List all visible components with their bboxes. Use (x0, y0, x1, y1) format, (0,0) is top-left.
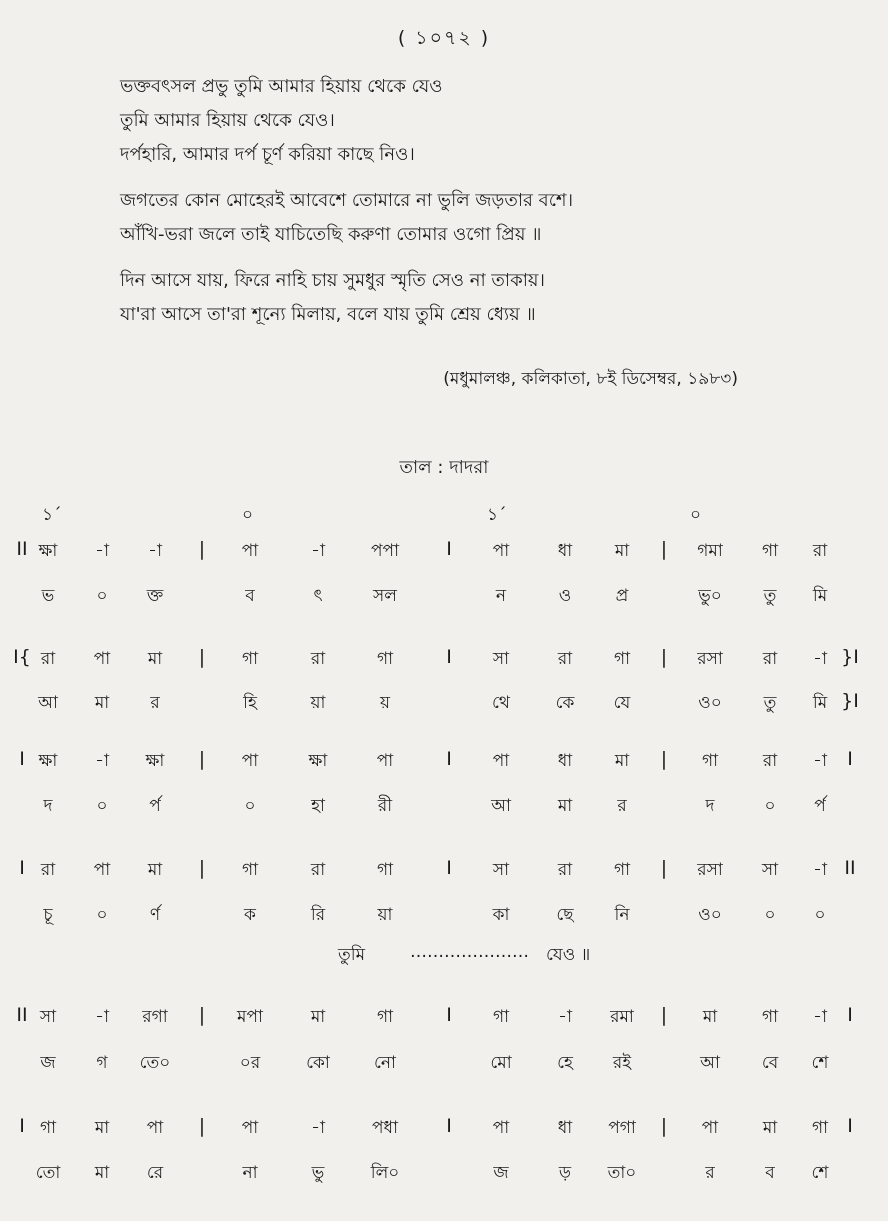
bar-line: I (446, 1004, 452, 1026)
song-lyrics (120, 70, 840, 332)
lyric-syllable: ভু০ (698, 586, 722, 606)
lyric-syllable: লি০ (370, 1163, 400, 1183)
swara-note: মা (614, 751, 630, 771)
swara-note: রমা (610, 1007, 634, 1027)
swara-note: পা (492, 541, 510, 561)
bar-line: I (446, 1115, 452, 1137)
tala-mark: ০ (242, 505, 254, 525)
swara-note: গা (761, 541, 779, 561)
lyric-syllable: র্প (149, 796, 161, 816)
lyric-syllable: সল (373, 586, 397, 606)
lyric-syllable: তা০ (607, 1163, 637, 1183)
swara-note: -া (813, 649, 827, 669)
syllable-row (0, 793, 888, 821)
syllable-row (0, 583, 888, 611)
lyric-syllable: য়া (310, 693, 326, 713)
swara-note: গা (701, 751, 719, 771)
lyric-syllable: ০ (764, 796, 776, 816)
lyric-syllable: হা (311, 796, 325, 816)
lyric-syllable: রী (377, 796, 393, 816)
swara-note: পা (492, 1118, 510, 1138)
lyric-line: দর্পহারি, আমার দর্প চূর্ণ করিয়া কাছে নিও। (120, 144, 415, 165)
lyric-syllable: মি (812, 693, 828, 713)
lyric-syllable: আ (38, 693, 58, 713)
lyric-syllable: য় (379, 693, 391, 713)
syllable-row (0, 690, 888, 718)
lyric-syllable: রই (612, 1053, 632, 1073)
bar-line: | (660, 748, 668, 770)
swara-note: ক্ষা (38, 541, 58, 561)
lyric-syllable: ব (765, 1163, 775, 1183)
tala-mark: ০ (690, 505, 702, 525)
lyric-syllable: আ (491, 796, 511, 816)
bar-line: I (847, 1004, 853, 1026)
lyric-syllable: হে (557, 1053, 573, 1073)
swara-note: ধা (557, 1118, 573, 1138)
lyric-syllable: র (705, 1163, 715, 1183)
lyric-syllable: কো (306, 1053, 330, 1073)
lyric-syllable: রি (310, 905, 326, 925)
bar-line: II (844, 857, 856, 879)
lyric-syllable: মা (94, 1163, 110, 1183)
bar-line: II (16, 1004, 28, 1026)
swara-note: রসা (697, 860, 723, 880)
bar-line: | (198, 1004, 206, 1026)
swara-note: ধা (557, 751, 573, 771)
syllable-row (0, 902, 888, 930)
lyric-syllable: র্প (814, 796, 826, 816)
swara-note: পা (241, 1118, 259, 1138)
lyric-syllable: রে (146, 1163, 164, 1183)
bar-line: }I (841, 646, 859, 668)
swara-note: মা (614, 541, 630, 561)
lyric-syllable: ০ (244, 796, 256, 816)
lyric-syllable: যে (613, 693, 631, 713)
lyric-syllable: ও (558, 586, 572, 606)
lyric-syllable: ব (245, 586, 255, 606)
swara-note: পা (701, 1118, 719, 1138)
bar-line: I (19, 857, 25, 879)
swara-note: গা (811, 1118, 829, 1138)
swara-note: রসা (697, 649, 723, 669)
swara-note: ক্ষা (145, 751, 165, 771)
swara-note: -া (813, 860, 827, 880)
swara-note: মা (310, 1007, 326, 1027)
swara-row (0, 857, 888, 885)
syllable-row (0, 1160, 888, 1188)
lyric-syllable: মা (94, 693, 110, 713)
lyric-line: জগতের কোন মোহেরই আবেশে তোমারে না ভুলি জড়তার বশে। (120, 190, 574, 211)
swara-row (0, 1004, 888, 1032)
swara-note: গা (613, 649, 631, 669)
swara-note: গা (241, 649, 259, 669)
swara-note: গা (241, 860, 259, 880)
lyric-line: যা'রা আসে তা'রা শূন্যে মিলায়, বলে যায় তুমি শ্রেয় ধ্যেয় ॥ (120, 304, 536, 325)
swara-note: রা (557, 649, 573, 669)
swara-note: রা (762, 751, 778, 771)
lyric-syllable: কা (492, 905, 510, 925)
lyric-syllable: তু (763, 693, 777, 713)
bar-line: | (198, 748, 206, 770)
lyric-syllable: শে (811, 1053, 829, 1073)
lyric-syllable: য়া (377, 905, 393, 925)
swara-note: রা (762, 649, 778, 669)
swara-note: ক্ষা (308, 751, 328, 771)
bar-line: | (660, 1004, 668, 1026)
swara-note: -া (95, 751, 109, 771)
bar-line: | (660, 1115, 668, 1137)
tala-mark: ১´ (487, 505, 507, 525)
bar-line: | (660, 857, 668, 879)
lyric-syllable: ০র (239, 1053, 261, 1073)
lyric-syllable: তু (763, 586, 777, 606)
lyric-syllable: জ (40, 1053, 56, 1073)
lyric-syllable: ০ (96, 586, 108, 606)
swara-note: -া (813, 1007, 827, 1027)
swara-row (0, 1115, 888, 1143)
bar-line: I (446, 646, 452, 668)
source-citation: (মধুমালঞ্চ, কলিকাতা, ৮ই ডিসেম্বর, ১৯৮৩) (443, 369, 738, 389)
lyric-syllable: তো (35, 1163, 61, 1183)
swara-note: গা (376, 1007, 394, 1027)
lyric-syllable: ন (495, 586, 507, 606)
lyric-syllable: ভ (41, 586, 55, 606)
lyric-line: দিন আসে যায়, ফিরে নাহি চায় সুমধুর স্মৃতি সেও না তাকায়। (120, 270, 545, 291)
swara-note: মা (762, 1118, 778, 1138)
bar-line: I (847, 1115, 853, 1137)
lyric-line: আঁখি-ভরা জলে তাই যাচিতেছি করুণা তোমার ওগো প্রিয় ॥ (120, 224, 542, 245)
swara-note: পা (376, 751, 394, 771)
swara-note: -া (558, 1007, 572, 1027)
swara-note: সা (761, 860, 779, 880)
lyric-syllable: ০ (96, 796, 108, 816)
lyric-syllable: কে (555, 693, 575, 713)
lyric-syllable: নো (374, 1053, 396, 1073)
lyric-line: ভক্তবৎসল প্রভু তুমি আমার হিয়ায় থেকে যেও (120, 76, 443, 97)
lyric-syllable: ও০ (698, 905, 722, 925)
swara-note: -া (311, 1118, 325, 1138)
swara-note: রা (557, 860, 573, 880)
swara-note: গা (376, 860, 394, 880)
bar-line: }I (841, 690, 859, 712)
lyric-syllable: ক্ত (146, 586, 164, 606)
page-number: ( ১০৭২ ) (397, 27, 491, 49)
bar-line: I (847, 748, 853, 770)
refrain-line (0, 942, 888, 970)
lyric-syllable: মা (557, 796, 573, 816)
lyric-syllable: মো (490, 1053, 512, 1073)
swara-note: পা (492, 751, 510, 771)
swara-note: রা (812, 541, 828, 561)
bar-line: I (446, 538, 452, 560)
swara-note: মা (702, 1007, 718, 1027)
lyric-syllable: ড় (558, 1163, 572, 1183)
swara-note: পগা (608, 1118, 636, 1138)
lyric-syllable: শে (811, 1163, 829, 1183)
bar-line: II (16, 538, 28, 560)
bar-line: I (446, 857, 452, 879)
swara-note: সা (492, 649, 510, 669)
lyric-syllable: র (150, 693, 160, 713)
swara-note: পা (241, 751, 259, 771)
swara-note: ক্ষা (38, 751, 58, 771)
lyric-syllable: র্ণ (149, 905, 161, 925)
lyric-syllable: না (242, 1163, 258, 1183)
swara-note: গা (492, 1007, 510, 1027)
lyric-syllable: ০ (96, 905, 108, 925)
swara-note: রা (40, 860, 56, 880)
lyric-syllable: চূ (43, 905, 53, 925)
bar-line: | (198, 857, 206, 879)
swara-note: গা (376, 649, 394, 669)
lyric-syllable: নি (614, 905, 630, 925)
lyric-syllable: র (617, 796, 627, 816)
bar-line: | (660, 538, 668, 560)
swara-note: পা (146, 1118, 164, 1138)
swara-note: -া (95, 541, 109, 561)
swara-row (0, 538, 888, 566)
swara-note: -া (95, 1007, 109, 1027)
lyric-syllable: ক (244, 905, 256, 925)
lyric-syllable: দ (705, 796, 715, 816)
swara-note: সা (39, 1007, 57, 1027)
bar-line: | (198, 538, 206, 560)
swara-note: -া (813, 751, 827, 771)
lyric-syllable: গ (96, 1053, 108, 1073)
bar-line: I (446, 748, 452, 770)
swara-note: সা (492, 860, 510, 880)
lyric-syllable: মি (812, 586, 828, 606)
swara-note: রা (310, 649, 326, 669)
bar-line: | (660, 646, 668, 668)
lyric-syllable: ছে (556, 905, 574, 925)
lyric-syllable: ৎ (313, 586, 323, 606)
lyric-syllable: হি (243, 693, 257, 713)
lyric-syllable: ০ (764, 905, 776, 925)
lyric-syllable: বে (761, 1053, 779, 1073)
bar-line: | (198, 646, 206, 668)
lyric-syllable: আ (700, 1053, 720, 1073)
swara-note: পা (93, 649, 111, 669)
lyric-syllable: জ (493, 1163, 509, 1183)
swara-note: -া (148, 541, 162, 561)
bar-line: I (19, 748, 25, 770)
tala-heading: তাল : দাদরা (399, 457, 489, 478)
lyric-syllable: ও০ (698, 693, 722, 713)
syllable-row (0, 1050, 888, 1078)
swara-note: পা (93, 860, 111, 880)
swara-note: পপা (370, 541, 400, 561)
swara-note: গা (761, 1007, 779, 1027)
bar-line: | (198, 1115, 206, 1137)
swara-note: গা (613, 860, 631, 880)
swara-note: পা (241, 541, 259, 561)
bar-line: I{ (13, 646, 31, 668)
lyric-line: তুমি আমার হিয়ায় থেকে যেও। (120, 110, 335, 131)
swara-note: ধা (557, 541, 573, 561)
bar-line: I (19, 1115, 25, 1137)
swara-row (0, 748, 888, 776)
swara-note: গমা (697, 541, 723, 561)
swara-note: গা (39, 1118, 57, 1138)
swara-note: মা (147, 649, 163, 669)
tala-marks (0, 502, 888, 526)
swara-note: রগা (142, 1007, 168, 1027)
refrain-start: তুমি (338, 945, 366, 965)
lyric-syllable: তে০ (139, 1053, 171, 1073)
swara-note: -া (311, 541, 325, 561)
lyric-syllable: দ (43, 796, 53, 816)
swara-note: রা (40, 649, 56, 669)
lyric-syllable: ০ (814, 905, 826, 925)
swara-note: পধা (372, 1118, 398, 1138)
swara-note: মপা (237, 1007, 263, 1027)
swara-row (0, 646, 888, 674)
lyric-syllable: প্র (615, 586, 629, 606)
lyric-syllable: ভু (311, 1163, 325, 1183)
swara-note: রা (310, 860, 326, 880)
tala-mark: ১´ (42, 505, 62, 525)
refrain-dots: ………………… (410, 942, 529, 962)
swara-note: মা (94, 1118, 110, 1138)
refrain-end: যেও ॥ (546, 945, 591, 965)
lyric-syllable: থে (492, 693, 510, 713)
swara-note: মা (147, 860, 163, 880)
